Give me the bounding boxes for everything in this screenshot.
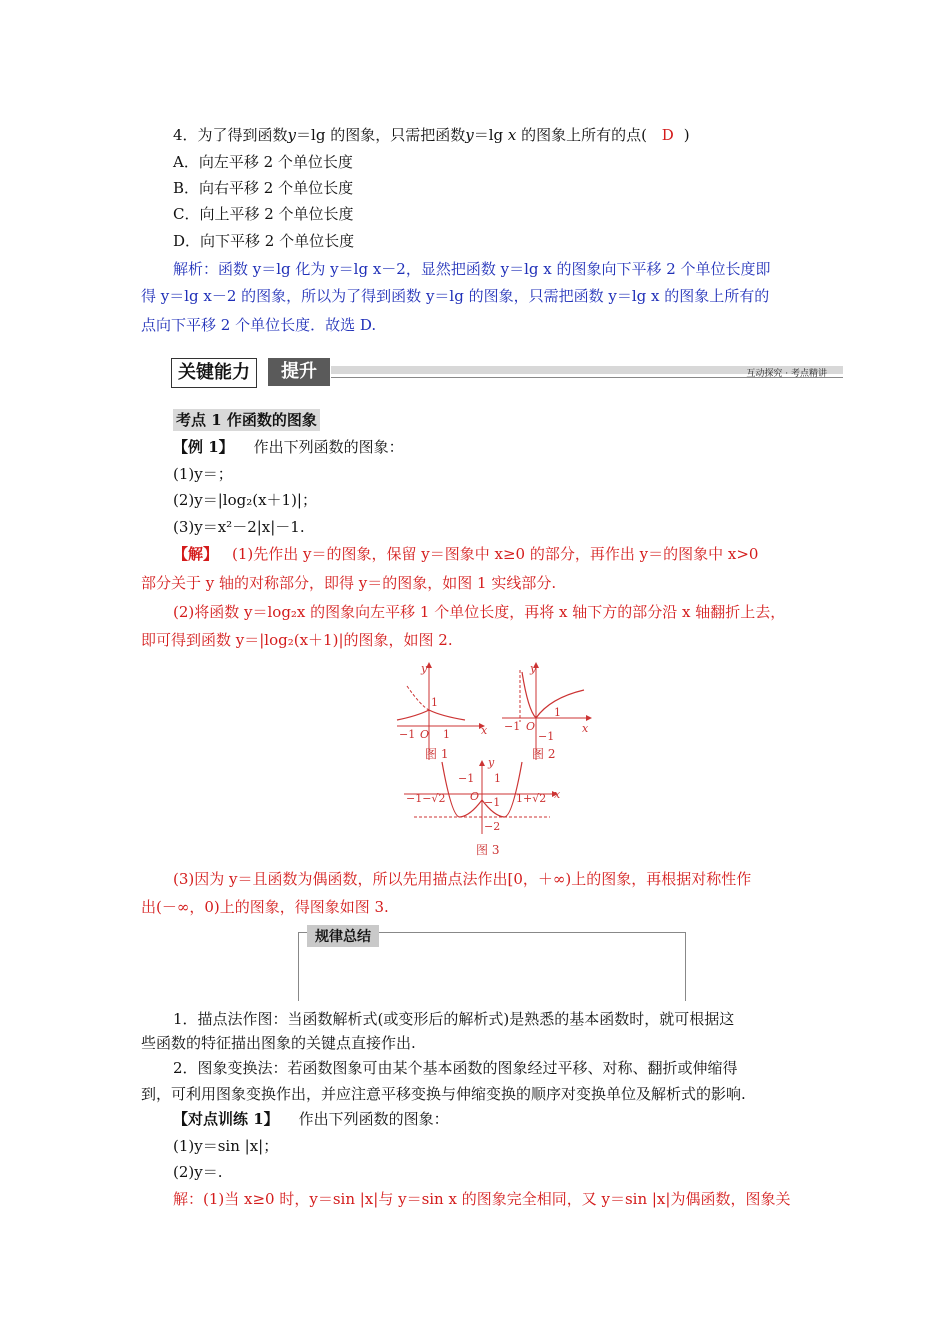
fig3-right-root: 1+√2: [516, 792, 547, 805]
figure-2: [498, 660, 594, 766]
fig2-origin: O: [526, 720, 536, 733]
question-4-stem: 4．为了得到函数y＝lg 的图象，只需把函数y＝lg x 的图象上所有的点( D ): [173, 126, 690, 144]
fig2-x-label: x: [582, 722, 589, 735]
fig3-one: 1: [494, 772, 501, 785]
option-a: A．向左平移 2 个单位长度: [173, 153, 353, 171]
fig3-caption: 图 3: [476, 843, 500, 857]
analysis-line-3: 点向下平移 2 个单位长度．故选 D.: [141, 316, 377, 334]
section-header: [171, 356, 843, 388]
fig2-neg1: −1: [504, 720, 521, 733]
fig3-y-label: y: [488, 756, 495, 769]
example-item-3: (3)y＝x²－2|x|－1.: [173, 518, 305, 536]
example-item-2: (2)y＝|log₂(x＋1)|；: [173, 491, 317, 509]
kaodian-heading: 考点 1 作函数的图象: [173, 409, 320, 431]
fig1-origin: O: [420, 728, 430, 741]
example-item-1: (1)y＝；: [173, 465, 233, 483]
fig2-caption: 图 2: [532, 747, 556, 761]
figure-1: [395, 660, 488, 766]
option-b: B．向右平移 2 个单位长度: [173, 179, 354, 197]
section-title: 关键能力: [171, 358, 257, 388]
rule-2-line-2: 到，可利用图象变换作出，并应注意平移变换与伸缩变换的顺序对变换单位及解析式的影响.: [141, 1085, 746, 1103]
fig3-left-root: −1−√2: [406, 792, 446, 805]
solution-1-line-2: 部分关于 y 轴的对称部分，即得 y＝的图象，如图 1 实线部分.: [141, 574, 557, 592]
figure-3: [400, 756, 570, 860]
rules-summary-box: [298, 929, 686, 1001]
solution-2-line-1: (2)将函数 y＝log₂x 的图象向左平移 1 个单位长度，再将 x 轴下方的部分沿 x 轴翻折上去，: [173, 603, 786, 621]
option-d: D．向下平移 2 个单位长度: [173, 232, 355, 250]
fig1-one-x: 1: [443, 728, 450, 741]
training-header: 【对点训练 1】 作出下列函数的图象：: [173, 1110, 449, 1128]
fig3-neg1-y: −1: [484, 796, 501, 809]
solution-1-line-1: 【解】 (1)先作出 y＝的图象，保留 y＝图象中 x≥0 的部分，再作出 y＝的图象中 x>0: [173, 545, 759, 563]
answer-letter: D: [661, 126, 674, 144]
solution-2-line-2: 即可得到函数 y＝|log₂(x＋1)|的图象，如图 2.: [141, 631, 453, 649]
training-item-1: (1)y＝sin |x|；: [173, 1137, 279, 1155]
example-header: 【例 1】 作出下列函数的图象：: [173, 438, 404, 456]
analysis-line-1: 解析：函数 y＝lg 化为 y＝lg x－2，显然把函数 y＝lg x 的图象向下平移 2 个单位长度即: [173, 260, 771, 278]
rule-1-line-1: 1．描点法作图：当函数解析式(或变形后的解析式)是熟悉的基本函数时，就可根据这: [173, 1010, 735, 1028]
fig2-one: 1: [554, 706, 561, 719]
fig1-x-label: x: [481, 724, 488, 737]
fig3-neg2: −2: [484, 820, 501, 833]
fig2-y-label: y: [530, 662, 537, 675]
rules-summary-label: 规律总结: [307, 925, 379, 947]
fig1-one-y: 1: [431, 696, 438, 709]
section-subtitle: 互动探究 · 考点精讲: [746, 369, 827, 379]
fig1-neg1: −1: [399, 728, 416, 741]
training-solution: 解：(1)当 x≥0 时，y＝sin |x|与 y＝sin x 的图象完全相同，又 y＝sin |x|为偶函数，图象关: [173, 1190, 791, 1208]
rule-1-line-2: 些函数的特征描出图象的关键点直接作出.: [141, 1034, 416, 1052]
fig2-neg1-y: −1: [538, 730, 555, 743]
fig3-neg1: −1: [458, 772, 475, 785]
option-c: C．向上平移 2 个单位长度: [173, 205, 354, 223]
fig3-x-label: x: [554, 788, 561, 801]
rule-2-line-1: 2．图象变换法：若函数图象可由某个基本函数的图象经过平移、对称、翻折或伸缩得: [173, 1059, 738, 1077]
fig1-caption: 图 1: [425, 747, 449, 761]
training-item-2: (2)y＝.: [173, 1163, 223, 1181]
solution-3-line-2: 出(－∞，0)上的图象，得图象如图 3.: [141, 898, 389, 916]
analysis-line-2: 得 y＝lg x－2 的图象，所以为了得到函数 y＝lg 的图象，只需把函数 y＝lg x 的图象上所有的: [141, 287, 770, 305]
solution-3-line-1: (3)因为 y＝且函数为偶函数，所以先用描点法作出[0，＋∞)上的图象，再根据对称性作: [173, 870, 752, 888]
section-tag: 提升: [268, 358, 330, 386]
fig3-origin: O: [470, 790, 480, 803]
fig1-y-label: y: [421, 662, 428, 675]
